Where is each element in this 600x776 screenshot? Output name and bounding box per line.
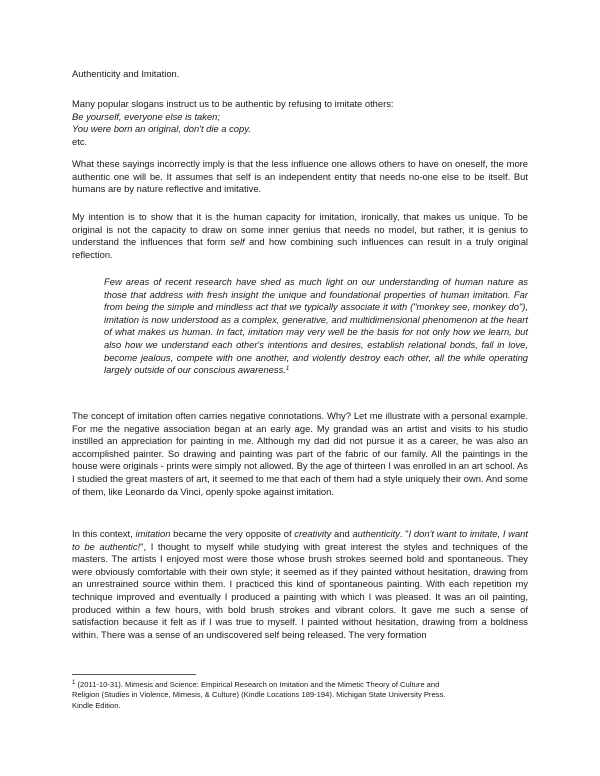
paragraph-2-text-a: My intention is to show that it is the human capacity for imitation, ironically, that makes us unique. To be original is not the capacity to draw on some inner genius that needs no model, but rather, it is genius to understand the influences that form bbox=[72, 211, 528, 248]
paragraph-4-mid1: became the very opposite of bbox=[170, 528, 295, 539]
etc-line: etc. bbox=[72, 135, 88, 147]
paragraph-4-imitation: imitation bbox=[135, 528, 171, 539]
paragraph-4-authenticity: authenticity bbox=[352, 528, 400, 539]
block-quote-text: Few areas of recent research have shed as much light on our understanding of human nature as those that address with fresh insight the unique and foundational properties of human imitation. Far from being the simple and mindless act that we typically associate it with ("monkey see, monkey do"), imitation is now understood as a complex, generative, and multidimensional phenomenon at the heart of what makes us human. In fact, imitation may very well be the basis for not only how we learn, but also how we understand each other's intentions and desires, establish relational bonds, fall in love, become jealous, compete with one another, and violently destroy each other, all the while operating largely outside of our conscious awareness. bbox=[104, 276, 528, 376]
footnote-line-3: Kindle Edition. bbox=[72, 700, 121, 710]
paragraph-2 bbox=[72, 211, 528, 261]
paragraph-4 bbox=[72, 528, 528, 641]
paragraph-4-mid2: . " bbox=[399, 528, 409, 539]
intro-line: Many popular slogans instruct us to be authentic by refusing to imitate others: bbox=[72, 98, 394, 109]
paragraph-1: What these sayings incorrectly imply is that the less influence one allows others to have on oneself, the more authentic one will be. It assumes that self is an independent entity that needs no-one else to be itself. But humans are by nature reflective and imitative. bbox=[72, 158, 528, 195]
slogan-1: Be yourself, everyone else is taken; bbox=[72, 110, 220, 122]
slogan-2: You were born an original, don't die a copy. bbox=[72, 123, 251, 135]
footnote bbox=[72, 680, 528, 711]
footnote-divider bbox=[72, 674, 196, 675]
paragraph-4-quote: I don't want to imitate, I want to be authentic! bbox=[72, 528, 528, 552]
paragraph-4-creativity: creativity bbox=[294, 528, 332, 539]
paragraph-2-text-c: and how combining such influences can result in a truly original reflection. bbox=[72, 236, 528, 260]
footnote-marker: 1 bbox=[72, 680, 76, 686]
paragraph-2-self: self bbox=[230, 236, 245, 248]
paragraph-4-and: and bbox=[331, 528, 353, 539]
footnote-ref: 1 bbox=[285, 366, 290, 373]
footnote-text-1: (2011-10-31). Mimesis and Science: Empirical Research on Imitation and the Mimetic Theory of Culture and bbox=[77, 680, 440, 689]
footnote-line-2: Religion (Studies in Violence, Mimesis, & Culture) (Kindle Locations 189-194). Michigan State University Press. bbox=[72, 690, 446, 700]
intro-block bbox=[72, 98, 528, 148]
paragraph-3: The concept of imitation often carries negative connotations. Why? Let me illustrate with a personal example. For me the negative association began at an early age. My grandad was an artist and visits to his studio instilled an appreciation for painting in me. Although my dad did not pursue it as a career, he was also an accomplished painter. So drawing and painting was part of the fabric of our family. All the paintings in the house were originals - prints were simply not allowed. By the age of thirteen I was enrolled in an art school. As I studied the great masters of art, it seemed to me that each of them had a style uniquely their own. And some of them, like Leonardo da Vinci, openly spoke against imitation. bbox=[72, 410, 528, 497]
paragraph-4-rest: ", I thought to myself while studying with great interest the styles and techniques of the masters. The artists I enjoyed most were those whose brush strokes seemed bold and spontaneous. They were obviously comfortable with their own style; it seemed as if they painted without hesitation, drawing from an unrestrained source within them. I practiced this kind of spontaneous painting. With each repetition my technique improved and eventually I produced a painting with which I was pleased. It was an oil painting, produced within a few hours, with bold brush strokes and vibrant colors. It gave me such a sense of satisfaction because it felt as if I was true to myself. I painted without hesitation, drawing from a boldness within. There was a sense of an undiscovered self being released. The very formation bbox=[72, 540, 528, 640]
block-quote bbox=[104, 276, 528, 377]
paragraph-4-lead: In this context, bbox=[72, 528, 136, 539]
footnote-line-1 bbox=[72, 680, 528, 690]
document-title: Authenticity and Imitation. bbox=[72, 68, 180, 79]
